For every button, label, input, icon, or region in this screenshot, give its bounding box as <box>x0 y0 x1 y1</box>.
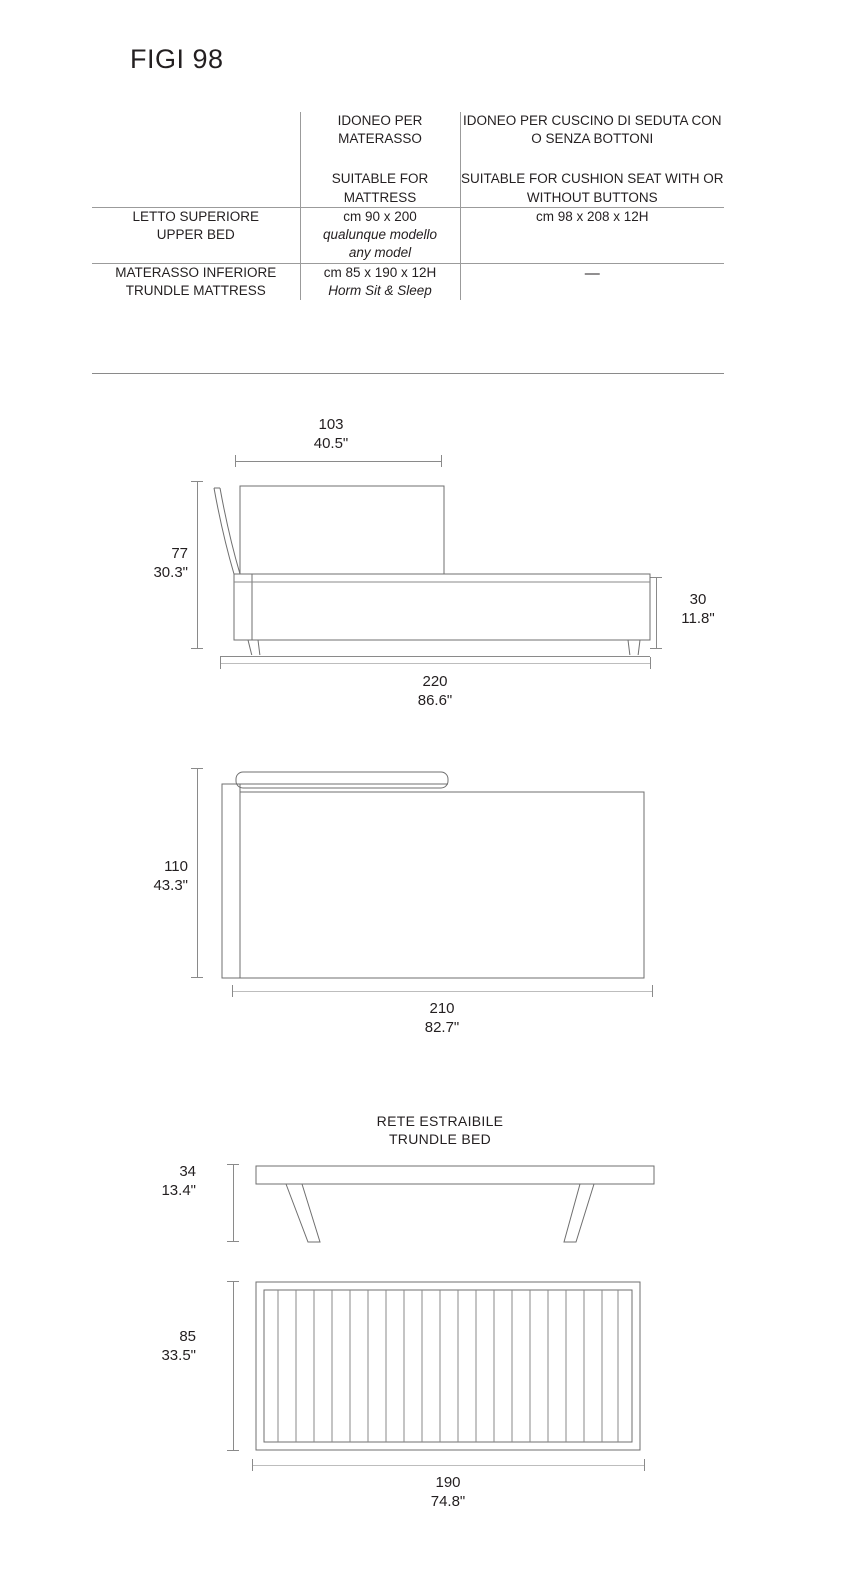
trundle-length-tick-right <box>644 1459 645 1471</box>
page-title: FIGI 98 <box>130 44 224 74</box>
trundle-height-label: 34 13.4" <box>161 1163 196 1199</box>
cushion-size: — <box>584 264 600 282</box>
trundle-depth-dimline <box>233 1281 234 1451</box>
top-length-tick-left <box>232 985 233 997</box>
top-depth-dimline <box>197 768 198 978</box>
row-label-trundle-mattress <box>92 263 300 300</box>
top-length-label: 210 82.7" <box>424 1000 460 1036</box>
row-label-en: UPPER BED <box>156 227 235 243</box>
side-length-tick-right <box>650 657 651 669</box>
side-base-label: 30 11.8" <box>681 591 715 627</box>
trundle-depth-tick-top <box>227 1281 239 1282</box>
table-header-row <box>92 112 724 207</box>
side-length-dimline <box>220 663 650 664</box>
row-label-it: LETTO SUPERIORE <box>132 208 260 224</box>
side-height-label: 77 30.3" <box>153 545 188 581</box>
header-mattress-it: IDONEO PER MATERASSO <box>337 113 423 147</box>
top-length-tick-right <box>652 985 653 997</box>
side-height-dimline <box>197 481 198 649</box>
row-label-upper-bed <box>92 207 300 263</box>
table-bottom-rule <box>92 373 724 374</box>
trundle-length-label: 190 74.8" <box>430 1474 466 1510</box>
mattress-note-it: Horm Sit & Sleep <box>328 282 432 298</box>
trundle-height-tick-bottom <box>227 1241 239 1242</box>
mattress-size: cm 85 x 190 x 12H <box>323 264 437 280</box>
header-empty <box>92 112 300 207</box>
trundle-depth-label: 85 33.5" <box>161 1328 196 1364</box>
row-cushion-upper-bed <box>460 207 724 263</box>
row-mattress-upper-bed <box>300 207 460 263</box>
side-length-tick-left <box>220 657 221 669</box>
trundle-side-drawing <box>250 1160 660 1248</box>
trundle-height-tick-top <box>227 1164 239 1165</box>
top-depth-label: 110 43.3" <box>153 858 188 894</box>
spec-table <box>92 112 724 300</box>
cushion-size: cm 98 x 208 x 12H <box>535 208 649 224</box>
trundle-depth-tick-bottom <box>227 1450 239 1451</box>
top-depth-tick-top <box>191 768 203 769</box>
trundle-top-drawing <box>252 1278 644 1454</box>
header-cushion-it: IDONEO PER CUSCINO DI SEDUTA CON O SENZA BOTTONI <box>462 113 722 147</box>
header-mattress <box>300 112 460 207</box>
trundle-section-title: RETE ESTRAIBILE TRUNDLE BED <box>376 1113 504 1148</box>
top-depth-tick-bottom <box>191 977 203 978</box>
trundle-height-dimline <box>233 1164 234 1242</box>
header-mattress-en: SUITABLE FOR MATTRESS <box>331 171 429 205</box>
table-row <box>92 263 724 300</box>
row-mattress-trundle <box>300 263 460 300</box>
mattress-note-en: any model <box>348 245 412 261</box>
mattress-note-it: qualunque modello <box>322 227 438 243</box>
header-cushion-en: SUITABLE FOR CUSHION SEAT WITH OR WITHOUT BUTTONS <box>460 171 724 205</box>
side-width-dimline <box>235 461 441 462</box>
row-cushion-trundle <box>460 263 724 300</box>
header-cushion <box>460 112 724 207</box>
side-width-label: 103 40.5" <box>313 416 349 452</box>
mattress-size: cm 90 x 200 <box>343 208 417 224</box>
trundle-length-dimline <box>252 1465 644 1466</box>
top-view-drawing <box>218 766 658 982</box>
side-floor-line <box>220 656 650 657</box>
row-label-en: TRUNDLE MATTRESS <box>125 282 266 298</box>
table-row <box>92 207 724 263</box>
trundle-length-tick-left <box>252 1459 253 1471</box>
top-length-dimline <box>232 991 652 992</box>
side-view-drawing <box>200 470 670 655</box>
row-label-it: MATERASSO INFERIORE <box>115 264 277 280</box>
side-width-tick-left <box>235 455 236 467</box>
side-length-label: 220 86.6" <box>417 673 453 709</box>
side-width-tick-right <box>441 455 442 467</box>
